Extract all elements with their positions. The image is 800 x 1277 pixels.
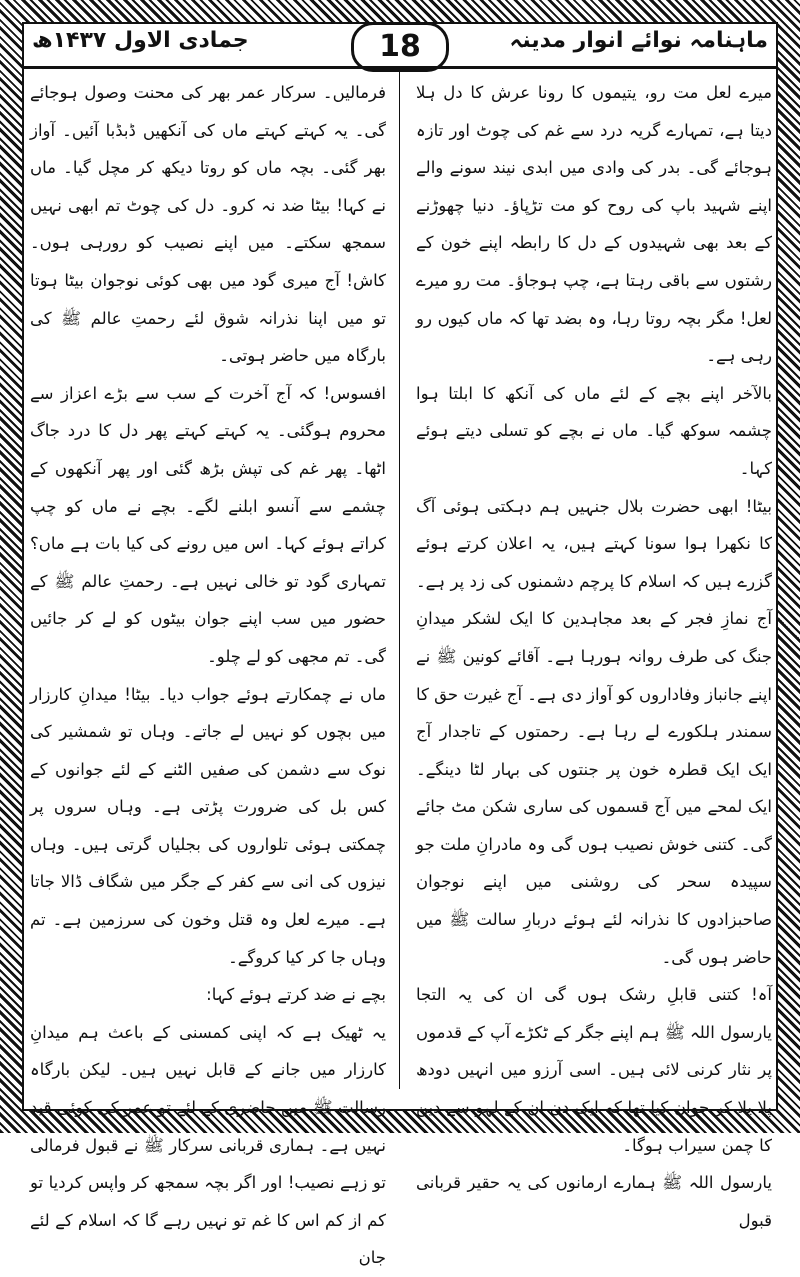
page-header [24, 24, 776, 66]
paragraph: بالآخر اپنے بچے کے لئے ماں کی آنکھ کا ابلتا ہوا چشمہ سوکھ گیا۔ ماں نے بچے کو تسلی دیتے ہوئے کہا۔ [416, 383, 772, 478]
header-divider [24, 66, 776, 69]
column-divider [399, 72, 400, 1089]
paragraph: افسوس! کہ آج آخرت کے سب سے بڑے اعزاز سے محروم ہوگئی۔ یہ کہتے کہتے پھر دل کا درد جاگ اٹھا۔ پھر غم کی تپش بڑھ گئی اور پھر آنکھوں کے چشمے سے آنسو ابلنے لگے۔ بچے نے ماں کو چپ کراتے ہوئے کہا۔ اس میں رونے کی کیا بات ہے ماں؟ تمہاری گود تو خالی نہیں ہے۔ رحمتِ عالم ﷺ کے حضور میں سب اپنے جوان بیٹوں کو لے کر جائیں گی۔ تم مجھی کو لے چلو۔ [30, 383, 386, 666]
paragraph: میرے لعل مت رو، یتیموں کا رونا عرش کا دل ہلا دیتا ہے، تمہارے گریہ درد سے غم کی چوٹ اور تازہ ہوجائے گی۔ بدر کی وادی میں ابدی نیند سونے والے اپنے شہید باپ کی روح کو مت تڑپاؤ۔ دنیا چھوڑنے کے بعد بھی شہیدوں کے دل کا رابطہ اپنے خون کے رشتوں سے باقی رہتا ہے، چپ ہوجاؤ۔ مت رو میرے لعل! مگر بچہ روتا رہا، وہ بضد تھا کہ ماں کیوں رو رہی ہے۔ [416, 83, 772, 366]
paragraph: بچے نے ضد کرتے ہوئے کہا: [206, 985, 386, 1005]
issue-date: جمادی الاول ۱۴۳۷ھ [32, 28, 249, 53]
paragraph: ماں نے چمکارتے ہوئے جواب دیا۔ بیٹا! میدانِ کارزار میں بچوں کو نہیں لے جاتے۔ وہاں تو شمشیر کی نوک سے دشمن کی صفیں الٹنے کے لئے جوانوں کے کس بل کی ضرورت پڑتی ہے۔ وہاں سروں پر چمکتی ہوئی تلواروں کی بجلیاں گرتی ہیں۔ وہاں نیزوں کی انی سے کفر کے جگر میں شگاف ڈالا جاتا ہے۔ میرے لعل وہ قتل وخون کی سرزمین ہے۔ تم وہاں جا کر کیا کروگے۔ [30, 684, 386, 967]
paragraph: بیٹا! ابھی حضرت بلال جنہیں ہم دہکتی ہوئی آگ کا نکھرا ہوا سونا کہتے ہیں، یہ اعلان کرتے ہوئے گزرے ہیں کہ اسلام کا پرچم دشمنوں کی زد پر ہے۔ آج نمازِ فجر کے بعد مجاہدین کا ایک لشکر میدانِ جنگ کی طرف روانہ ہورہا ہے۔ آقائے کونین ﷺ نے اپنے جانباز وفاداروں کو آواز دی ہے۔ آج غیرت حق کا سمندر ہلکورے لے رہا ہے۔ رحمتوں کے تاجدار آج ایک ایک قطرہ خون پر جنتوں کی بہار لٹا دینگے۔ ایک لمحے میں آج قسموں کی ساری شکن مٹ جائے گی۔ کتنی خوش نصیب ہوں گی وہ مادرانِ ملت جو سپیدہ سحر کی روشنی میں اپنے نوجوان صاحبزادوں کا نذرانہ لئے ہوئے دربارِ سالت ﷺ میں حاضر ہوں گی۔ [415, 496, 772, 967]
paragraph: یارسول اللہ ﷺ ہمارے ارمانوں کی یہ حقیر قربانی قبول [416, 1173, 772, 1230]
page-number: 18 [351, 22, 449, 72]
right-column [415, 74, 772, 1230]
paragraph: یہ ٹھیک ہے کہ اپنی کمسنی کے باعث ہم میدانِ کارزار میں جانے کے قابل نہیں ہیں۔ لیکن بارگاہ رسالت ﷺ میں حاضری کے لئے تو عمر کی کوئی قید نہیں ہے۔ ہماری قربانی سرکار ﷺ نے قبول فرمالی تو زہے نصیب! اور اگر بچہ سمجھ کر واپس کردیا تو کم از کم اس کا غم تو نہیں رہے گا کہ اسلام کے لئے جان [30, 1022, 386, 1268]
paragraph: فرمالیں۔ سرکار عمر بھر کی محنت وصول ہوجائے گی۔ یہ کہتے کہتے ماں کی آنکھیں ڈبڈبا آئیں۔ آواز بھر گئی۔ بچہ ماں کو روتا دیکھ کر مچل گیا۔ ماں نے کہا! بیٹا ضد نہ کرو۔ دل کی چوٹ تم ابھی نہیں سمجھ سکتے۔ میں اپنے نصیب کو رورہی ہوں۔ کاش! آج میری گود میں بھی کوئی نوجوان بیٹا ہوتا تو میں اپنا نذرانہ شوق لئے رحمتِ عالم ﷺ کی بارگاہ میں حاضر ہوتی۔ [30, 83, 386, 366]
left-column [30, 74, 386, 1268]
magazine-title: ماہنامہ نوائے انوار مدینہ [509, 28, 768, 53]
paragraph: آہ! کتنی قابلِ رشک ہوں گی ان کی یہ التجا یارسول اللہ ﷺ ہم اپنے جگر کے ٹکڑے آپ کے قدموں پر نثار کرنی لائی ہیں۔ اسی آرزو میں انہیں دودھ پلا پلا کر جوان کیا تھا کہ ایک دن ان کے لہو سے دین کا چمن سیراب ہوگا۔ [416, 985, 772, 1155]
